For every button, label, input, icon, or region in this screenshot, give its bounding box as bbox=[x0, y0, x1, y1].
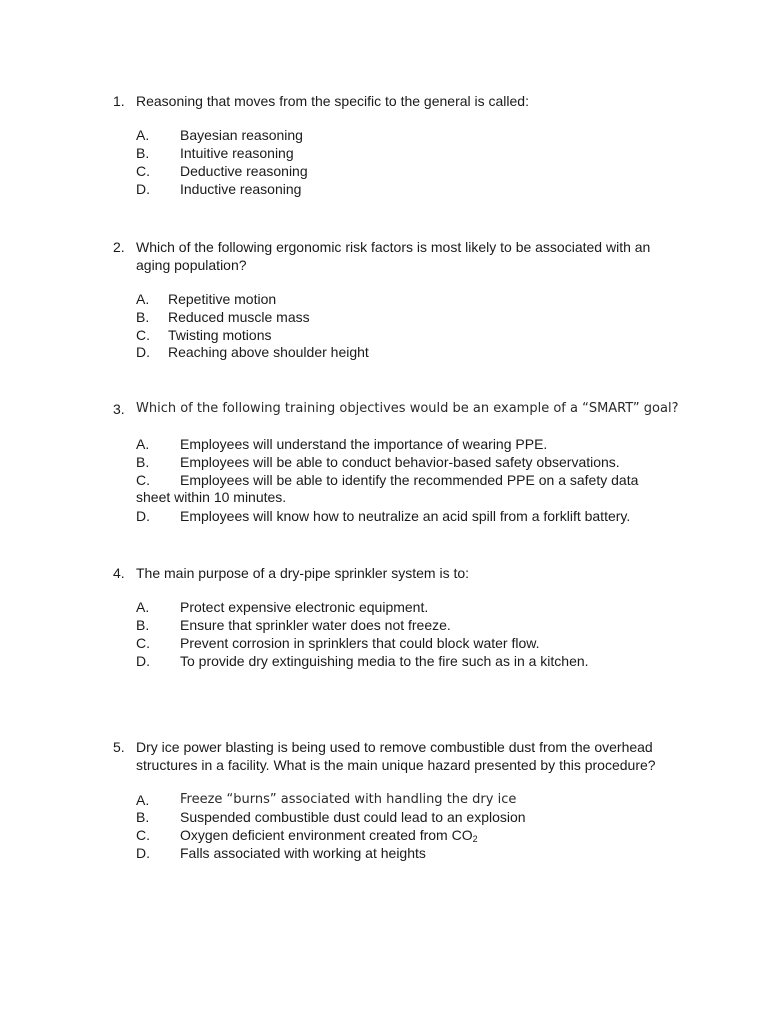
option-letter: C. bbox=[136, 827, 150, 843]
question-text: Reasoning that moves from the specific to the general is called: bbox=[136, 93, 529, 109]
option-text: Protect expensive electronic equipment. bbox=[180, 599, 429, 615]
option-text: Bayesian reasoning bbox=[180, 127, 303, 143]
option-letter: C. bbox=[136, 472, 150, 488]
question-number: 2. bbox=[113, 239, 125, 255]
option-text: Employees will know how to neutralize an acid spill from a forklift battery. bbox=[180, 508, 631, 524]
option-text: Employees will understand the importance of wearing PPE. bbox=[180, 436, 548, 452]
option-letter: D. bbox=[136, 845, 150, 861]
option-letter: A. bbox=[136, 127, 150, 143]
option-letter: D. bbox=[136, 344, 150, 360]
option-text: Ensure that sprinkler water does not freeze. bbox=[180, 617, 451, 633]
option-letter: A. bbox=[136, 436, 150, 452]
option-text: Oxygen deficient environment created from CO bbox=[180, 827, 473, 843]
question-text: Dry ice power blasting is being used to remove combustible dust from the overhead bbox=[136, 739, 653, 755]
option-letter: B. bbox=[136, 145, 150, 161]
question-text: Which of the following ergonomic risk factors is most likely to be associated with an bbox=[136, 239, 651, 255]
option-letter: B. bbox=[136, 309, 150, 325]
option-text: Reduced muscle mass bbox=[168, 309, 310, 325]
question-text-continued: aging population? bbox=[136, 257, 247, 273]
option-letter: B. bbox=[136, 454, 150, 470]
question-number: 3. bbox=[113, 401, 125, 417]
option-letter: D. bbox=[136, 508, 150, 524]
option-letter: B. bbox=[136, 617, 150, 633]
question-number: 5. bbox=[113, 739, 125, 755]
option-text: Suspended combustible dust could lead to an explosion bbox=[180, 809, 526, 825]
option-text: Prevent corrosion in sprinklers that could block water flow. bbox=[180, 635, 540, 651]
option-letter: C. bbox=[136, 163, 150, 179]
question-number: 4. bbox=[113, 565, 125, 581]
option-letter: D. bbox=[136, 181, 150, 197]
question-text: The main purpose of a dry-pipe sprinkler system is to: bbox=[136, 565, 470, 581]
option-letter: B. bbox=[136, 809, 150, 825]
option-text-continued: sheet within 10 minutes. bbox=[136, 489, 287, 505]
option-text: Freeze “burns” associated with handling the dry ice bbox=[180, 792, 517, 807]
option-letter: D. bbox=[136, 653, 150, 669]
option-letter: A. bbox=[136, 291, 150, 307]
option-text: Employees will be able to identify the recommended PPE on a safety data bbox=[180, 472, 639, 488]
question-text-continued: structures in a facility. What is the main unique hazard presented by this procedure? bbox=[136, 757, 656, 773]
option-letter: C. bbox=[136, 635, 150, 651]
option-text: To provide dry extinguishing media to the fire such as in a kitchen. bbox=[180, 653, 589, 669]
option-letter: A. bbox=[136, 599, 150, 615]
option-text: Falls associated with working at heights bbox=[180, 845, 426, 861]
question-number: 1. bbox=[113, 93, 125, 109]
option-text: Reaching above shoulder height bbox=[168, 344, 369, 360]
option-text: Employees will be able to conduct behavior-based safety observations. bbox=[180, 454, 620, 470]
option-letter: C. bbox=[136, 327, 150, 343]
option-text: Twisting motions bbox=[168, 327, 272, 343]
option-text: Repetitive motion bbox=[168, 291, 277, 307]
option-text: Inductive reasoning bbox=[180, 181, 302, 197]
subscript: 2 bbox=[472, 834, 478, 844]
option-text: Intuitive reasoning bbox=[180, 145, 294, 161]
question-text: Which of the following training objectives would be an example of a “SMART” goal? bbox=[136, 401, 679, 416]
option-text: Deductive reasoning bbox=[180, 163, 308, 179]
option-letter: A. bbox=[136, 792, 150, 808]
